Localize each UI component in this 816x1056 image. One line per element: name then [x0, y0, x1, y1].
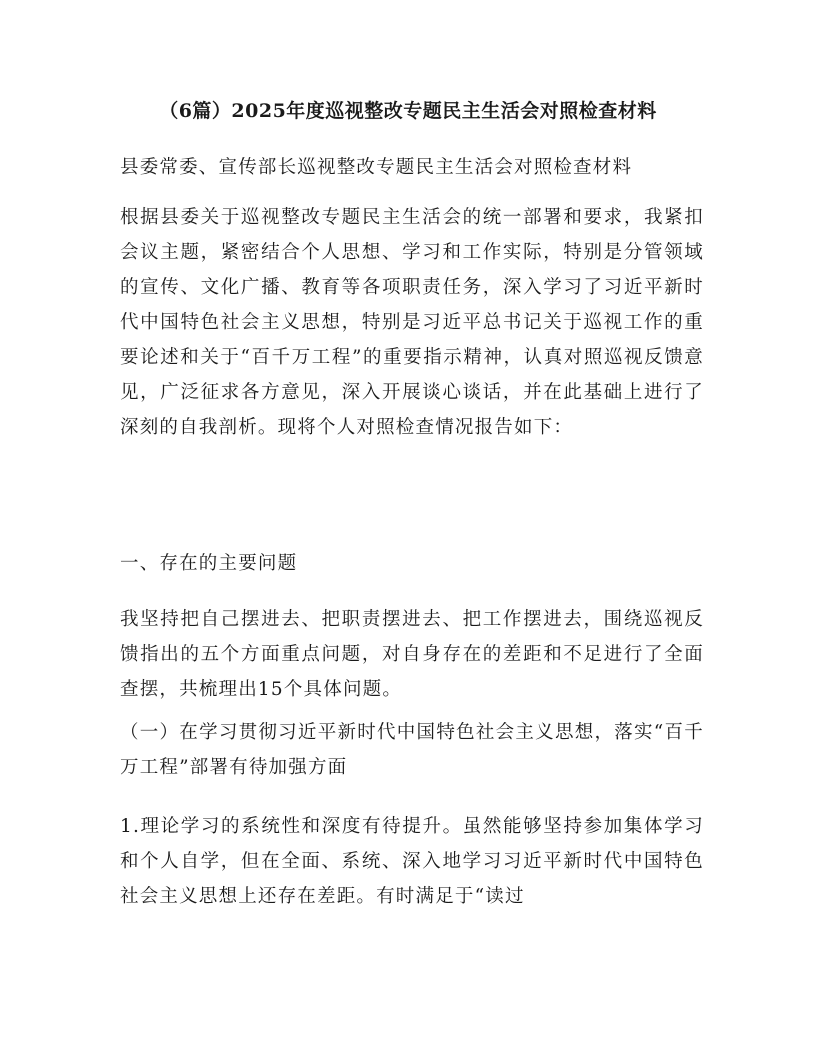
problem-item-1: 1.理论学习的系统性和深度有待提升。虽然能够坚持参加集体学习和个人自学，但在全面、系统、深入地学习习近平新时代中国特色社会主义思想上还存在差距。有时满足于“读过 [120, 816, 704, 907]
problems-summary-paragraph: 我坚持把自己摆进去、把职责摆进去、把工作摆进去，围绕巡视反馈指出的五个方面重点问题，对自身存在的差距和不足进行了全面查摆，共梳理出15个具体问题。 [120, 609, 704, 700]
section-heading-problems: 一、存在的主要问题 [120, 553, 298, 574]
intro-paragraph: 根据县委关于巡视整改专题民主生活会的统一部署和要求，我紧扣会议主题，紧密结合个人思想、学习和工作实际，特别是分管领域的宣传、文化广播、教育等各项职责任务，深入学习了习近平新时代中国特色社会主义思想，特别是习近平总书记关于巡视工作的重要论述和关于“百千万工程”的重要指示精神，认真对照巡视反馈意见，广泛征求各方意见，深入开展谈心谈话，并在此基础上进行了深刻的自我剖析。现将个人对照检查情况报告如下： [120, 207, 704, 438]
document-title: （6篇）2025年度巡视整改专题民主生活会对照检查材料 [159, 100, 657, 122]
subsection-heading-1: （一）在学习贯彻习近平新时代中国特色社会主义思想，落实“百千万工程”部署有待加强方面 [120, 722, 704, 778]
document-subtitle: 县委常委、宣传部长巡视整改专题民主生活会对照检查材料 [120, 157, 633, 178]
